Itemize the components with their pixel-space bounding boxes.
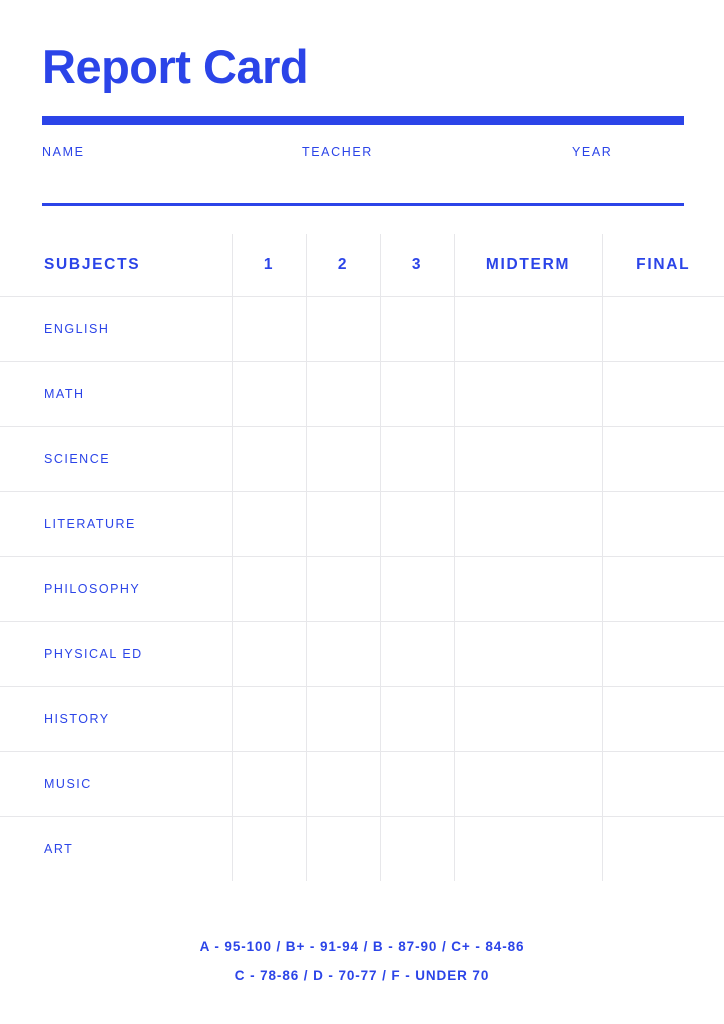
subject-label: PHILOSOPHY [0,557,232,622]
grade-cell-midterm[interactable] [454,427,602,492]
grades-table [0,234,724,881]
grade-cell-q2[interactable] [306,687,380,752]
grade-cell-final[interactable] [602,687,724,752]
table-header-row [0,234,724,297]
grade-cell-q2[interactable] [306,752,380,817]
subject-label: MATH [0,362,232,427]
grade-cell-q1[interactable] [232,557,306,622]
grade-cell-q1[interactable] [232,687,306,752]
grade-cell-q1[interactable] [232,492,306,557]
grade-cell-q3[interactable] [380,687,454,752]
grade-cell-final[interactable] [602,362,724,427]
grade-cell-q1[interactable] [232,362,306,427]
table-row [0,817,724,882]
info-underline-rule [42,203,684,206]
subject-label: ART [0,817,232,882]
grade-cell-final[interactable] [602,427,724,492]
table-row [0,752,724,817]
grade-cell-q1[interactable] [232,427,306,492]
grading-legend [0,932,724,990]
subject-label: ENGLISH [0,297,232,362]
grade-cell-final[interactable] [602,752,724,817]
page-title: Report Card [42,40,309,93]
grade-cell-midterm[interactable] [454,817,602,882]
grade-cell-final[interactable] [602,557,724,622]
grade-cell-q3[interactable] [380,752,454,817]
column-header-subjects: SUBJECTS [0,234,232,297]
grade-cell-q3[interactable] [380,622,454,687]
grade-cell-q2[interactable] [306,362,380,427]
grade-cell-q1[interactable] [232,622,306,687]
grade-cell-midterm[interactable] [454,557,602,622]
title-underline-rule [42,116,684,125]
grade-cell-q2[interactable] [306,622,380,687]
info-label-year: YEAR [572,145,613,160]
info-label-teacher: TEACHER [302,145,373,160]
grade-cell-final[interactable] [602,297,724,362]
grade-cell-final[interactable] [602,817,724,882]
grade-cell-q1[interactable] [232,297,306,362]
grade-cell-midterm[interactable] [454,492,602,557]
subject-label: LITERATURE [0,492,232,557]
grade-cell-midterm[interactable] [454,362,602,427]
grade-cell-midterm[interactable] [454,297,602,362]
subject-label: HISTORY [0,687,232,752]
column-header-q3: 3 [380,234,454,297]
grade-cell-midterm[interactable] [454,687,602,752]
grade-cell-q2[interactable] [306,427,380,492]
subject-label: MUSIC [0,752,232,817]
column-header-q2: 2 [306,234,380,297]
subject-label: PHYSICAL ED [0,622,232,687]
table-row [0,297,724,362]
grade-cell-q2[interactable] [306,817,380,882]
table-row [0,427,724,492]
column-header-final: FINAL [602,234,724,297]
subject-label: SCIENCE [0,427,232,492]
grade-cell-q2[interactable] [306,492,380,557]
grade-cell-q3[interactable] [380,427,454,492]
table-row [0,362,724,427]
grading-legend-line-1: A - 95-100 / B+ - 91-94 / B - 87-90 / C+ - 84-86 [199,938,525,954]
grade-cell-final[interactable] [602,622,724,687]
grade-cell-q3[interactable] [380,492,454,557]
table-row [0,622,724,687]
column-header-q1: 1 [232,234,306,297]
column-header-midterm: MIDTERM [454,234,602,297]
grade-cell-q2[interactable] [306,297,380,362]
info-fields-row [42,145,684,189]
grade-cell-q3[interactable] [380,297,454,362]
table-row [0,557,724,622]
title-section [0,0,724,94]
grade-cell-q3[interactable] [380,362,454,427]
grade-cell-midterm[interactable] [454,622,602,687]
grade-cell-q1[interactable] [232,817,306,882]
grade-cell-q1[interactable] [232,752,306,817]
grading-legend-line-2: C - 78-86 / D - 70-77 / F - UNDER 70 [234,967,490,983]
grade-cell-q3[interactable] [380,557,454,622]
grade-cell-q2[interactable] [306,557,380,622]
info-label-name: NAME [42,145,85,160]
table-row [0,492,724,557]
grade-cell-final[interactable] [602,492,724,557]
grade-cell-q3[interactable] [380,817,454,882]
grade-cell-midterm[interactable] [454,752,602,817]
table-row [0,687,724,752]
